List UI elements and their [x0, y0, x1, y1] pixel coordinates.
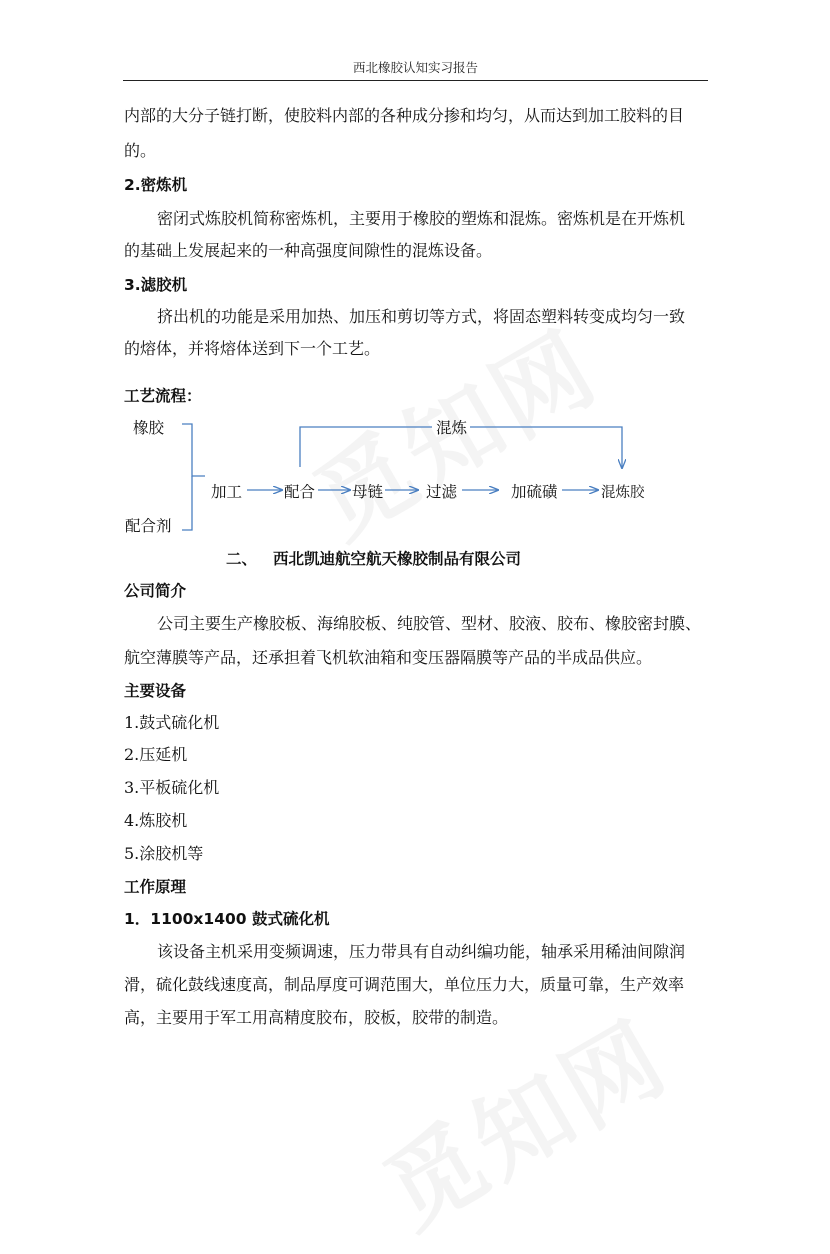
paragraph-line: 高，主要用于军工用高精度胶布，胶板，胶带的制造。 — [124, 1008, 509, 1027]
list-item: 1.鼓式硫化机 — [124, 713, 220, 732]
paragraph-line: 挤出机的功能是采用加热、加压和剪切等方式，将固态塑料转变成均匀一致 — [157, 307, 686, 326]
section-heading: 主要设备 — [124, 682, 187, 700]
paragraph-line: 的基础上发展起来的一种高强度间隙性的混炼设备。 — [124, 241, 493, 260]
paragraph-line: 航空薄膜等产品，还承担着飞机软油箱和变压器隔膜等产品的半成品供应。 — [124, 648, 653, 667]
list-item: 5.涂胶机等 — [124, 844, 204, 863]
flow-node-rubber: 橡胶 — [133, 419, 165, 437]
subsection-heading: 1．1100x1400 鼓式硫化机 — [124, 910, 330, 928]
flow-node-vulcanize: 加硫磺 — [511, 483, 558, 501]
section-heading: 公司简介 — [124, 582, 187, 600]
process-flow-diagram — [0, 0, 830, 560]
mixing-loop-line — [470, 427, 622, 468]
flow-node-masterbatch: 母链 — [352, 483, 384, 501]
paragraph-line: 的熔体，并将熔体送到下一个工艺。 — [124, 339, 381, 358]
paragraph-line: 公司主要生产橡胶板、海绵胶板、纯胶管、型材、胶液、胶布、橡胶密封膜、 — [157, 614, 702, 633]
list-item: 2.压延机 — [124, 745, 188, 764]
paragraph-line: 密闭式炼胶机简称密炼机，主要用于橡胶的塑炼和混炼。密炼机是在开炼机 — [157, 209, 686, 228]
flow-node-compound: 配合剂 — [125, 517, 172, 535]
paragraph-line: 内部的大分子链打断，使胶料内部的各种成分掺和均匀，从而达到加工胶料的目 — [124, 106, 685, 125]
section-heading: 2.密炼机 — [124, 176, 188, 194]
flow-node-mix: 配合 — [284, 483, 316, 501]
list-item: 3.平板硫化机 — [124, 778, 220, 797]
section-heading: 工作原理 — [124, 878, 187, 896]
bracket-line — [182, 476, 192, 530]
paragraph-line: 该设备主机采用变频调速，压力带具有自动纠编功能，轴承采用稀油间隙润 — [157, 942, 686, 961]
section-number: 二、 — [226, 550, 258, 568]
flow-node-filter: 过滤 — [426, 483, 458, 501]
flow-node-final: 混炼胶 — [601, 485, 645, 501]
flow-node-process: 加工 — [211, 483, 243, 501]
flow-node-mixing: 混炼 — [436, 419, 468, 437]
flow-title: 工艺流程： — [124, 387, 202, 405]
bracket-line — [182, 424, 205, 476]
page-header: 西北橡胶认知实习报告 — [352, 60, 478, 75]
section-heading: 3.滤胶机 — [124, 276, 188, 294]
paragraph-line: 滑，硫化鼓线速度高，制品厚度可调范围大，单位压力大，质量可靠，生产效率 — [124, 975, 685, 994]
list-item: 4.炼胶机 — [124, 811, 188, 830]
section-title: 西北凯迪航空航天橡胶制品有限公司 — [273, 550, 522, 568]
mixing-loop-line — [300, 427, 432, 467]
paragraph-line: 的。 — [124, 141, 157, 160]
